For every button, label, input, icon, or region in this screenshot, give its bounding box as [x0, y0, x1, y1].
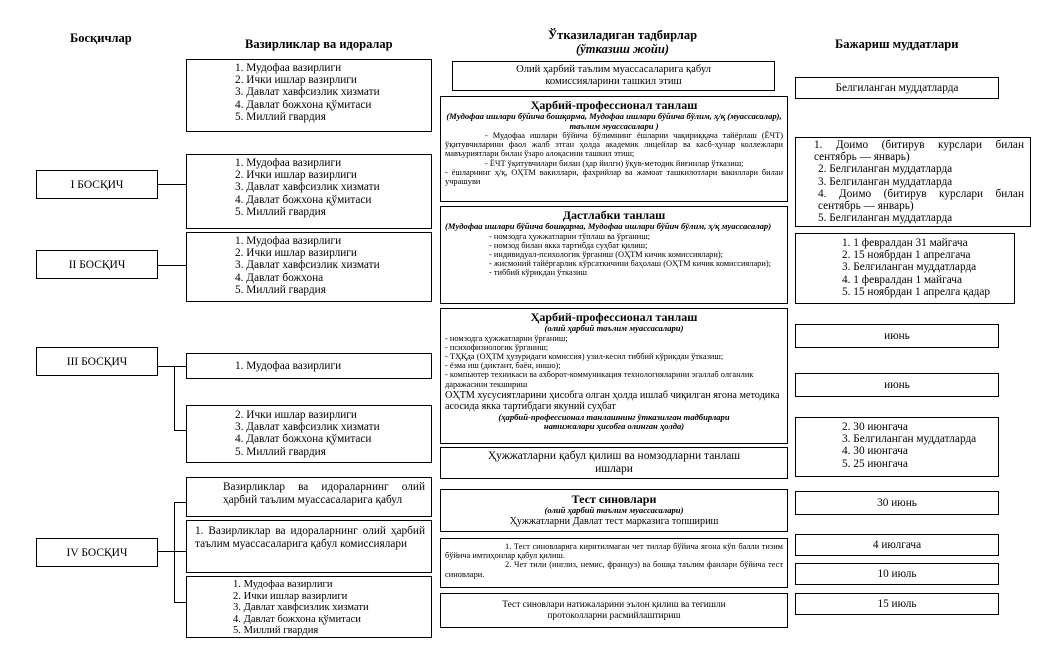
ministries-stage4a-box	[186, 477, 432, 517]
stage-1-box: I БОСҚИЧ	[36, 170, 158, 199]
deadline-item: 5. 15 ноябрдан 1 апрелга қадар	[842, 285, 991, 298]
hp1-subtitle: (Мудофаа ишлари бўйича бошқарма, Мудофаа ишлари бўйича бўлим, ҳ/қ (муассасалар), таълим муассасалари )	[446, 111, 782, 131]
activities-header-title: Ўтказиладиган тадбирлар	[548, 28, 698, 42]
activity-top-text: Олий ҳарбий таълим муассасаларига қабул комиссияларини ташкил этиш	[516, 64, 711, 87]
deadline-3-box	[795, 233, 1015, 304]
hp2-note: (ҳарбий-профессионал танлашнинг ўтказилган тадбирлари натижалари ҳисобга олинган ҳолда)	[498, 411, 730, 432]
activity-hp1-box	[440, 96, 788, 202]
ministry-item: 2. Ички ишлар вазирлиги	[235, 247, 357, 260]
stage2-connector	[158, 265, 186, 266]
deadline-6-box	[795, 417, 999, 477]
prelim-item: - жисмоний тайёргарлик кўрсаткичини баҳолаш (ОҲТМ кичик комиссиялари);	[489, 259, 771, 269]
ministries-stage3b-list	[186, 405, 432, 463]
tests-line: Ҳужжатларни Давлат тест марказига топшириш	[509, 515, 719, 527]
ministry-item: 3. Давлат хавфсизлик хизмати	[235, 421, 380, 434]
prelim-item: - номзодга ҳужжатларни тўплаш ва ўрганиш;	[489, 231, 651, 241]
stage4-connector-b	[158, 551, 186, 552]
ministry-item: 5. Миллий гвардия	[233, 625, 319, 637]
ministry-item: 5. Миллий гвардия	[235, 283, 326, 296]
ministry-item: 1. Мудофаа вазирлиги	[235, 62, 342, 74]
deadline-5-box	[795, 373, 999, 397]
ministry-item: 3. Давлат хавфсизлик хизмати	[235, 86, 380, 99]
deadline-item: 4. 30 июнгача	[842, 445, 908, 458]
ministry-item: 4. Давлат божхона	[235, 271, 324, 284]
deadline-1-box	[795, 77, 999, 99]
deadline-item: 2. 30 июнгача	[842, 421, 908, 433]
hp2-subtitle: (олий ҳарбий таълим муассасалари)	[544, 323, 684, 333]
ministries-stage4c-list	[186, 576, 432, 638]
hp1-item: - ЁЧТ ўқитувчилари билан (ҳар йилги) ўқув-методик йиғинлар ўтказиш;	[485, 158, 744, 168]
deadline-8-text: 4 июлгача	[872, 538, 922, 551]
ministry-item: 4. Давлат божхона қўмитаси	[235, 193, 372, 206]
activity-top-box	[452, 61, 775, 91]
ministry-item: 1. Мудофаа вазирлиги	[235, 235, 342, 247]
stage4b-text: 1. Вазирликлар ва идораларнинг олий ҳарбий таълим муассасаларига қабул комиссиялари	[195, 525, 425, 550]
docs-text: Ҳужжатларни қабул қилиш ва номзодларни танлаш ишлари	[487, 450, 741, 475]
deadline-10-text: 15 июль	[877, 597, 917, 610]
tests-title: Тест синовлари	[571, 492, 657, 506]
ministry-item: 4. Давлат божхона қўмитаси	[233, 613, 361, 625]
activity-prelim-box	[440, 206, 788, 304]
deadline-item: 3. Белгиланган муддатларда	[818, 175, 953, 188]
ministry-item: 5. Миллий гвардия	[235, 110, 326, 123]
stage3-connector-a	[158, 366, 186, 367]
ministry-item: 2. Ички ишлар вазирлиги	[233, 590, 348, 602]
tests-subtitle: (олий ҳарбий таълим муассасалари)	[544, 505, 684, 515]
hp2-item: - номзодга ҳужжатларни ўрганиш;	[445, 333, 568, 343]
activity-tests-box	[440, 489, 788, 532]
ministry-item: 2. Ички ишлар вазирлиги	[235, 409, 357, 421]
ministry-item: 2. Ички ишлар вазирлиги	[235, 169, 357, 182]
activity-results-box	[440, 593, 788, 628]
deadline-item: 1. 1 февралдан 31 майгача	[842, 237, 968, 249]
results-text: Тест синовлари натижаларини эълон қилиш ва тегишли протоколларни расмийлаштириш	[502, 599, 726, 621]
deadline-7-text: 30 июнь	[877, 496, 917, 509]
lang-item: 2. Чет тили (инглиз, немис, француз) ва бошқа таълим фанлари бўйича тест синовлари.	[445, 560, 783, 579]
hp2-item: - компьютер техникаси ва ахборот-коммуникация технологияларини эгаллаб олганлик даражасини текшириш	[445, 370, 754, 389]
activity-hp2-box	[440, 308, 788, 444]
stage4-connector-c	[174, 602, 186, 603]
deadline-item: 2. Белгиланган муддатларда	[818, 163, 953, 176]
stage-2-box: II БОСҚИЧ	[36, 250, 158, 279]
stage3-connector-v	[174, 366, 175, 430]
lang-item: 1. Тест синовларига киритилмаган чет тиллар бўйича ягона кўп балли тизим бўйича имтиҳонлар қабул қилиш.	[445, 542, 783, 561]
hp2-item: - ТҲҚда (ОҲТМ ҳузуридаги комиссия) узил-кесил тиббий кўрикдан ўтказиш;	[445, 351, 724, 361]
ministries-top-list	[186, 59, 432, 132]
ministries-header: Вазирликлар ва идоралар	[245, 37, 393, 51]
stage4-connector-a	[174, 502, 186, 503]
activities-header-sub: (ўтказиш жойи)	[576, 42, 669, 56]
deadline-4-text: июнь	[884, 329, 910, 342]
ministry-item: 5. Миллий гвардия	[235, 205, 326, 218]
prelim-title: Дастлабки танлаш	[562, 208, 666, 222]
ministry-item: 1. Мудофаа вазирлиги	[235, 360, 342, 372]
ministry-item: 1. Мудофаа вазирлиги	[233, 579, 333, 590]
hp2-item: - ёзма иш (диктант, баён, иншо);	[445, 361, 561, 371]
prelim-subtitle: (Мудофаа ишлари бўйича бошқарма, Мудофаа ишлари бўйич бўлим, ҳ/қ муассасалар)	[445, 221, 772, 231]
ministry-item: 4. Давлат божхона қўмитаси	[235, 98, 372, 111]
stage-3-box: III БОСҚИЧ	[36, 347, 158, 376]
ministries-stage3a-list	[186, 353, 432, 379]
prelim-item: - номзод билан якка тартибда суҳбат қилиш;	[489, 240, 648, 250]
stage4a-text: Вазирликлар ва идораларнинг олий ҳарбий таълим муассасаларига қабул	[223, 481, 425, 506]
ministry-item: 2. Ички ишлар вазирлиги	[235, 74, 357, 87]
deadline-item: 1. Доимо (битирув курслари билан сентябрь — январь)	[814, 139, 1024, 164]
hp1-item: - Мудофаа ишлари бўйича бўлимнинг ёшларни чақириққача тайёрлаш (ЁЧТ) ўқитувчиларини фаол жалб этган ҳолда академик лицейлар ва касб-ҳунар коллежлари мавъуриятлари билан ўзаро алоқасини ташкил этиш;	[445, 131, 783, 159]
ministries-stage4b-box	[186, 520, 432, 573]
ministries-stage2-list	[186, 232, 432, 302]
stage3-connector-b	[174, 430, 186, 431]
stage4-connector-v	[174, 502, 175, 602]
ministry-item: 3. Давлат хавфсизлик хизмати	[235, 259, 380, 272]
activity-docs-box	[440, 447, 788, 479]
ministry-item: 3. Давлат хавфсизлик хизмати	[235, 181, 380, 194]
ministry-item: 1. Мудофаа вазирлиги	[235, 157, 342, 169]
deadline-5-text: июнь	[884, 378, 910, 391]
deadline-item: 3. Белгиланган муддатларда	[842, 433, 977, 446]
deadline-item: 5. 25 июнгача	[842, 457, 908, 470]
deadline-4-box	[795, 324, 999, 348]
stage1-connector	[158, 184, 186, 185]
deadline-item: 5. Белгиланган муддатларда	[818, 212, 953, 225]
deadline-item: 3. Белгиланган муддатларда	[842, 261, 977, 274]
deadline-7-box	[795, 491, 999, 515]
ministries-stage1-list	[186, 154, 432, 229]
hp2-title: Ҳарбий-профессионал танлаш	[530, 310, 698, 324]
deadline-9-box	[795, 563, 999, 585]
prelim-item: - индивидуал-психологик ўрганиш (ОҲТМ кичик комиссиялари);	[489, 249, 723, 259]
hp1-title: Ҳарбий-профессионал танлаш	[530, 98, 698, 112]
deadline-9-text: 10 июль	[877, 567, 917, 580]
deadline-item: 4. Доимо (битирув курслари билан сентябрь — январь)	[818, 187, 1024, 213]
deadline-10-box	[795, 593, 999, 615]
deadline-1-text: Белгиланган муддатларда	[835, 81, 959, 94]
stages-header: Босқичлар	[70, 31, 132, 45]
hp2-item: - психофизиологик ўрганиш;	[445, 342, 549, 352]
ministry-item: 5. Миллий гвардия	[235, 445, 326, 458]
hp1-item: - ёшларнинг ҳ/қ, ОҲТМ вакиллари, фахрийлар ва жамоат ташкилотлари вакиллари билан учрашуви	[445, 167, 783, 187]
prelim-item: - тиббий кўрикдан ўтказиш	[489, 268, 587, 278]
deadline-item: 4. 1 февралдан 1 майгача	[842, 273, 962, 286]
hp2-paragraph: ОҲТМ хусусиятларини ҳисобга олган ҳолда ишлаб чиқилган ягона методика асосида якка тартибдаги якуний суҳбат	[445, 389, 780, 412]
deadline-8-box	[795, 534, 999, 556]
activity-lang-box	[440, 538, 788, 588]
deadlines-header: Бажариш муддатлари	[835, 37, 959, 51]
ministry-item: 4. Давлат божхона қўмитаси	[235, 433, 372, 446]
activities-header	[548, 28, 697, 56]
stage-4-box: IV БОСҚИЧ	[36, 538, 158, 567]
deadline-item: 2. 15 ноябрдан 1 апрелгача	[842, 249, 971, 262]
ministry-item: 3. Давлат хавфсизлик хизмати	[233, 602, 369, 614]
deadline-2-box	[795, 137, 1031, 227]
